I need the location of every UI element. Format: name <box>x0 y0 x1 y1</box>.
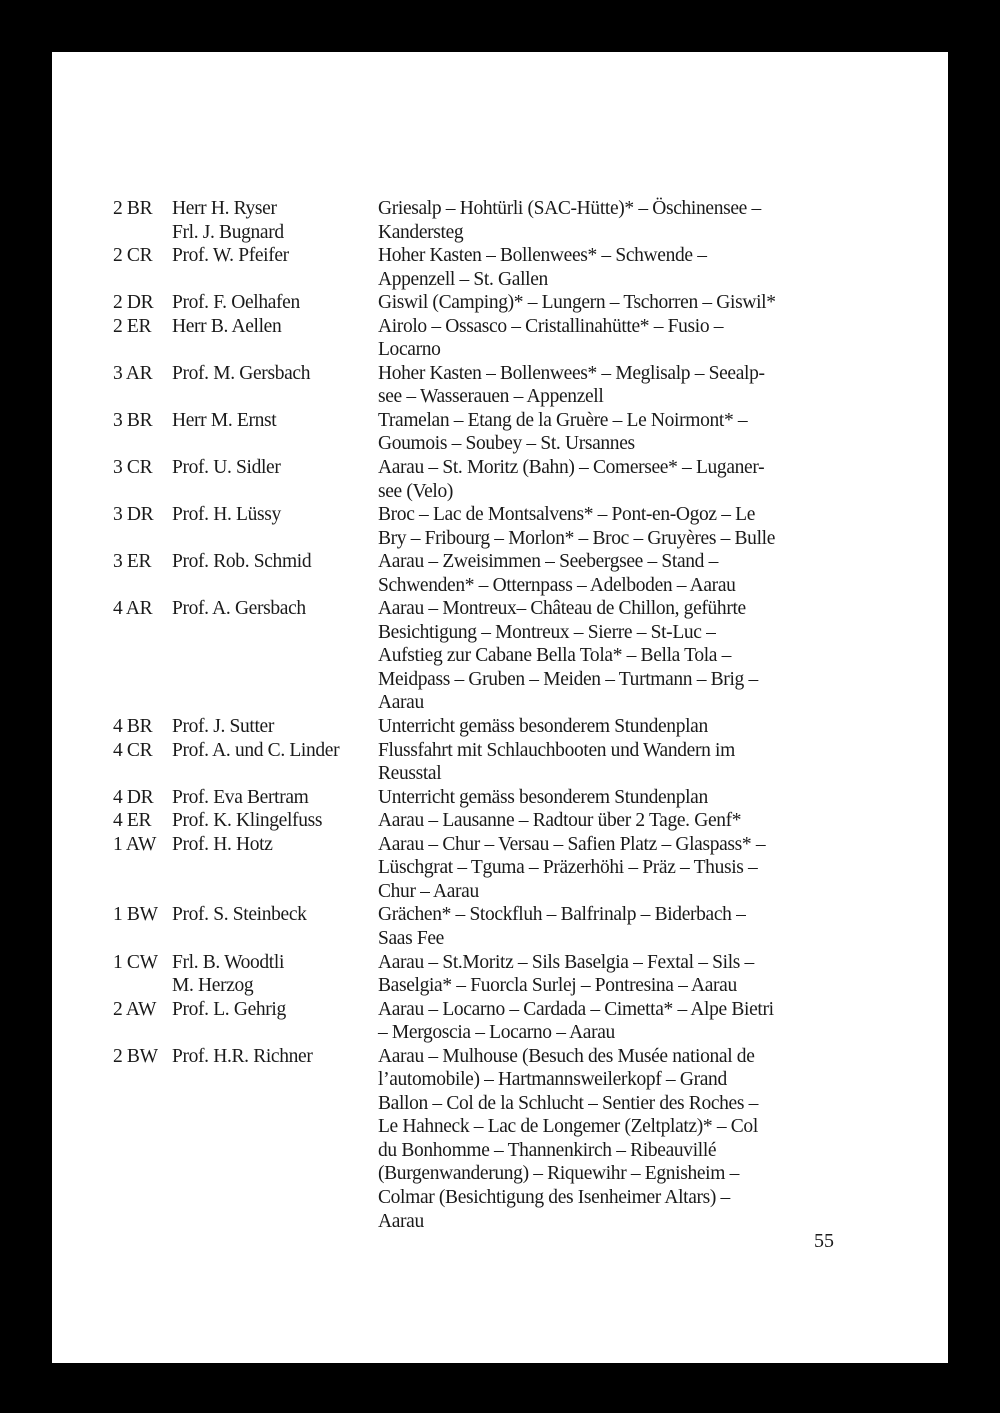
page-number: 55 <box>814 1230 834 1252</box>
list-item <box>113 597 838 715</box>
teacher-name: Herr H. Ryser <box>172 198 277 219</box>
route-line: Besichtigung – Montreux – Sierre – St-Luc – <box>378 621 716 643</box>
class-code: 4 BR <box>113 716 153 738</box>
route-column <box>378 244 838 291</box>
teacher-name: Prof. M. Gersbach <box>172 362 311 384</box>
route-column <box>378 739 838 786</box>
route-column <box>378 1045 838 1233</box>
class-code: 3 CR <box>113 457 153 479</box>
class-code: 4 AR <box>113 598 153 620</box>
list-item <box>113 503 838 550</box>
route-line: Tramelan – Etang de la Gruère – Le Noirmont* – <box>378 409 748 431</box>
list-item <box>113 739 838 786</box>
teacher-column <box>172 998 378 1045</box>
list-item <box>113 197 838 244</box>
class-code: 4 CR <box>113 739 153 761</box>
teacher-name: Prof. S. Steinbeck <box>172 904 307 926</box>
teacher-column <box>172 786 378 810</box>
teacher-column <box>172 362 378 409</box>
route-column <box>378 456 838 503</box>
list-item <box>113 550 838 597</box>
class-code: 2 DR <box>113 292 154 314</box>
route-line: Flussfahrt mit Schlauchbooten und Wandern im <box>378 739 735 761</box>
route-line: see – Wasserauen – Appenzell <box>378 386 604 408</box>
list-item <box>113 951 838 998</box>
route-column <box>378 998 838 1045</box>
teacher-column <box>172 951 378 998</box>
route-line: Saas Fee <box>378 927 444 949</box>
route-column <box>378 291 838 315</box>
route-line: Locarno <box>378 339 441 361</box>
class-code: 3 ER <box>113 551 152 573</box>
teacher-name: M. Herzog <box>172 975 254 997</box>
route-column <box>378 550 838 597</box>
teacher-name: Herr B. Aellen <box>172 315 282 337</box>
class-code: 3 BR <box>113 409 153 431</box>
route-line: Aarau – Montreux– Château de Chillon, geführte <box>378 598 746 620</box>
route-column <box>378 362 838 409</box>
list-item <box>113 809 838 833</box>
teacher-name: Prof. A. Gersbach <box>172 598 306 620</box>
teacher-name: Prof. U. Sidler <box>172 457 281 479</box>
class-code: 2 BW <box>113 1045 158 1067</box>
teacher-name: Frl. B. Woodtli <box>172 951 285 973</box>
list-item <box>113 315 838 362</box>
route-line: Unterricht gemäss besonderem Stundenplan <box>378 786 708 808</box>
list-item <box>113 786 838 810</box>
route-line: Ballon – Col de la Schlucht – Sentier des Roches – <box>378 1092 759 1114</box>
list-item <box>113 409 838 456</box>
teacher-column <box>172 550 378 597</box>
class-code: 2 CR <box>113 245 153 267</box>
teacher-name: Frl. J. Bugnard <box>172 221 284 243</box>
teacher-column <box>172 456 378 503</box>
list-item <box>113 362 838 409</box>
route-line: Aarau <box>378 1210 424 1232</box>
route-line: Aarau – Zweisimmen – Seebergsee – Stand – <box>378 551 718 573</box>
teacher-name: Prof. H. Lüssy <box>172 504 281 526</box>
teacher-column <box>172 315 378 362</box>
route-line: Kandersteg <box>378 221 464 243</box>
teacher-name: Prof. H. Hotz <box>172 833 273 855</box>
route-column <box>378 951 838 998</box>
route-column <box>378 503 838 550</box>
class-code: 1 CW <box>113 951 158 973</box>
class-code: 1 BW <box>113 904 158 926</box>
route-column <box>378 409 838 456</box>
teacher-column <box>172 597 378 715</box>
route-line: Aarau – St.Moritz – Sils Baselgia – Fextal – Sils – <box>378 951 754 973</box>
route-column <box>378 597 838 715</box>
teacher-name: Prof. F. Oelhafen <box>172 292 300 314</box>
class-code: 2 AW <box>113 998 157 1020</box>
class-code: 2 ER <box>113 315 152 337</box>
teacher-name: Prof. W. Pfeifer <box>172 245 289 267</box>
teacher-column <box>172 809 378 833</box>
route-line: Hoher Kasten – Bollenwees* – Schwende – <box>378 245 707 267</box>
teacher-column <box>172 739 378 786</box>
list-item <box>113 291 838 315</box>
teacher-column <box>172 833 378 904</box>
route-line: Airolo – Ossasco – Cristallinahütte* – Fusio – <box>378 315 724 337</box>
route-line: Broc – Lac de Montsalvens* – Pont-en-Ogoz – Le <box>378 504 756 526</box>
teacher-name: Prof. Eva Bertram <box>172 786 309 808</box>
route-column <box>378 315 838 362</box>
route-line: Schwenden* – Otternpass – Adelboden – Aarau <box>378 574 736 596</box>
teacher-column <box>172 291 378 315</box>
route-line: Meidpass – Gruben – Meiden – Turtmann – Brig – <box>378 668 758 690</box>
class-code: 4 DR <box>113 786 154 808</box>
route-column <box>378 833 838 904</box>
route-line: Giswil (Camping)* – Lungern – Tschorren – Giswil* <box>378 292 776 314</box>
route-line: Unterricht gemäss besonderem Stundenplan <box>378 716 708 738</box>
teacher-column <box>172 903 378 950</box>
teacher-column <box>172 715 378 739</box>
route-column <box>378 903 838 950</box>
route-line: Goumois – Soubey – St. Ursannes <box>378 433 635 455</box>
teacher-column <box>172 1045 378 1233</box>
teacher-name: Prof. K. Klingelfuss <box>172 810 323 832</box>
route-line: Bry – Fribourg – Morlon* – Broc – Gruyères – Bulle <box>378 527 776 549</box>
route-line: Appenzell – St. Gallen <box>378 268 548 290</box>
teacher-column <box>172 197 378 244</box>
class-code: 3 DR <box>113 504 154 526</box>
route-line: Le Hahneck – Lac de Longemer (Zeltplatz)* – Col <box>378 1116 758 1138</box>
teacher-name: Prof. J. Sutter <box>172 716 275 738</box>
class-code: 3 AR <box>113 362 153 384</box>
route-line: Lüschgrat – Tguma – Präzerhöhi – Präz – Thusis – <box>378 857 758 879</box>
teacher-column <box>172 503 378 550</box>
route-column <box>378 197 838 244</box>
route-column <box>378 809 838 833</box>
teacher-name: Prof. H.R. Richner <box>172 1045 313 1067</box>
teacher-column <box>172 409 378 456</box>
route-column <box>378 786 838 810</box>
route-line: Aarau – Mulhouse (Besuch des Musée national de <box>378 1045 755 1067</box>
list-item <box>113 833 838 904</box>
list-item <box>113 715 838 739</box>
teacher-name: Prof. L. Gehrig <box>172 998 286 1020</box>
list-item <box>113 456 838 503</box>
route-line: Colmar (Besichtigung des Isenheimer Altars) – <box>378 1186 730 1208</box>
route-line: see (Velo) <box>378 480 454 502</box>
list-item <box>113 1045 838 1233</box>
document-page <box>52 52 948 1363</box>
teacher-name: Prof. A. und C. Linder <box>172 739 340 761</box>
class-code: 1 AW <box>113 833 157 855</box>
list-item <box>113 903 838 950</box>
route-line: l’automobile) – Hartmannsweilerkopf – Grand <box>378 1069 727 1091</box>
route-line: Aarau – Locarno – Cardada – Cimetta* – Alpe Bietri <box>378 998 774 1020</box>
list-item <box>113 244 838 291</box>
route-line: Reusstal <box>378 763 442 785</box>
route-column <box>378 715 838 739</box>
route-line: Aarau – Lausanne – Radtour über 2 Tage. Genf* <box>378 810 742 832</box>
route-line: Hoher Kasten – Bollenwees* – Meglisalp – Seealp- <box>378 362 765 384</box>
route-line: Griesalp – Hohtürli (SAC-Hütte)* – Öschinensee – <box>378 198 761 219</box>
class-code: 2 BR <box>113 198 153 219</box>
route-line: – Mergoscia – Locarno – Aarau <box>378 1022 615 1044</box>
route-line: Chur – Aarau <box>378 880 479 902</box>
route-line: Grächen* – Stockfluh – Balfrinalp – Biderbach – <box>378 904 746 926</box>
route-line: Aufstieg zur Cabane Bella Tola* – Bella Tola – <box>378 645 732 667</box>
route-line: du Bonhomme – Thannenkirch – Ribeauvillé <box>378 1139 717 1161</box>
route-line: Baselgia* – Fuorcla Surlej – Pontresina – Aarau <box>378 975 737 997</box>
list-item <box>113 998 838 1045</box>
teacher-name: Herr M. Ernst <box>172 409 277 431</box>
route-line: Aarau <box>378 692 424 714</box>
teacher-column <box>172 244 378 291</box>
route-line: Aarau – St. Moritz (Bahn) – Comersee* – Luganer- <box>378 457 765 479</box>
route-line: Aarau – Chur – Versau – Safien Platz – Glaspass* – <box>378 833 766 855</box>
class-code: 4 ER <box>113 810 152 832</box>
route-line: (Burgenwanderung) – Riquewihr – Egnisheim – <box>378 1163 739 1185</box>
class-trip-list <box>113 197 838 1233</box>
teacher-name: Prof. Rob. Schmid <box>172 551 312 573</box>
